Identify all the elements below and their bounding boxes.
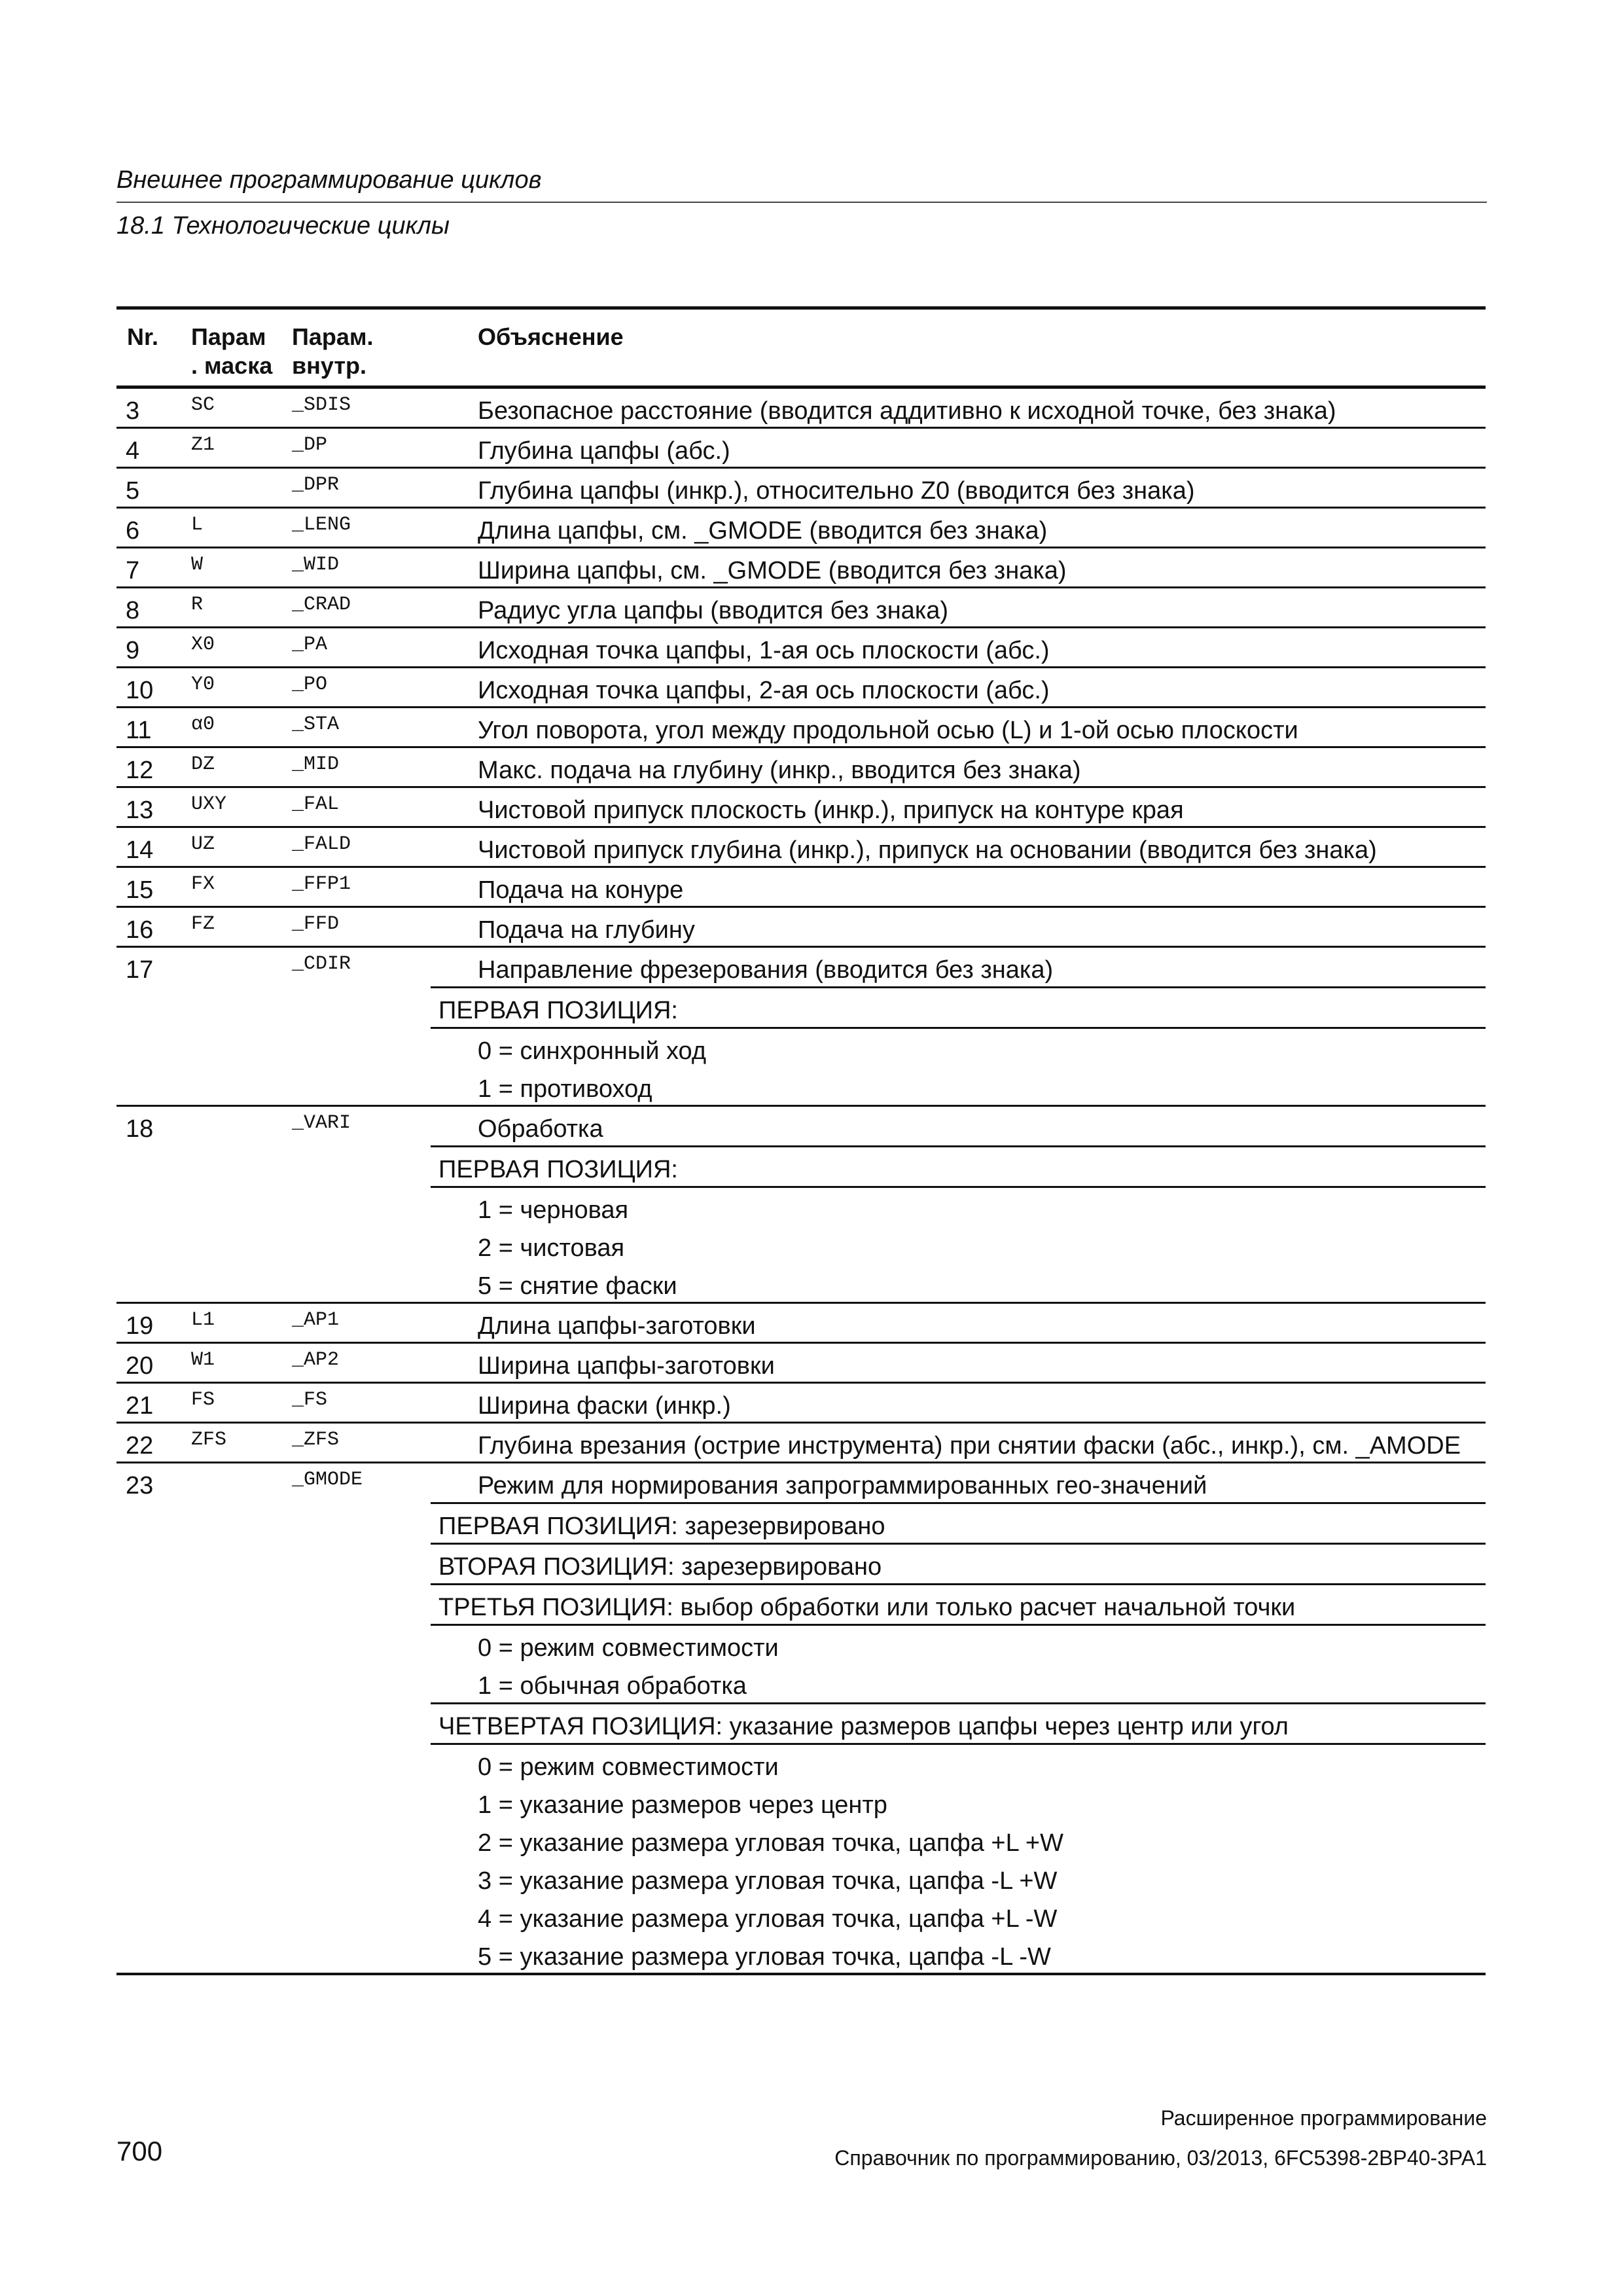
row-inner-param: _PO	[292, 673, 328, 696]
row-nr: 21	[126, 1392, 154, 1420]
row-mask-param: ZFS	[191, 1429, 227, 1451]
explanation-line	[431, 1935, 1486, 1973]
explanation-text: 1 = противоход	[478, 1075, 652, 1103]
explanation-text: 2 = чистовая	[478, 1234, 625, 1262]
explanation-line	[431, 1147, 1486, 1188]
row-mask-param: R	[191, 594, 204, 616]
row-explanation: Ширина цапфы, см. _GMODE (вводится без знака)	[478, 557, 1067, 584]
row-explanation: Глубина цапфы (инкр.), относительно Z0 (вводится без знака)	[478, 477, 1195, 505]
row-inner-param: _FFP1	[292, 873, 351, 895]
row-nr: 8	[126, 597, 140, 624]
row-mask-param: X0	[191, 634, 215, 656]
col-mask-header-line1: Парам	[191, 323, 266, 350]
row-nr: 13	[126, 797, 154, 824]
table-row	[116, 509, 1486, 548]
col-inner-header-line2: внутр.	[292, 352, 366, 379]
row-explanation: Чистовой припуск плоскость (инкр.), припуск на контуре края	[478, 797, 1184, 824]
row-mask-param: α0	[191, 713, 215, 736]
row-nr: 10	[126, 677, 154, 704]
row-mask-param: FZ	[191, 913, 215, 935]
table-body-part1	[116, 389, 1486, 948]
row-inner-param: _CRAD	[292, 594, 351, 616]
row-mask-param: W1	[191, 1349, 215, 1371]
section-title: 18.1 Технологические циклы	[116, 212, 450, 240]
explanation-text: 2 = указание размера угловая точка, цапфа +L +W	[478, 1829, 1063, 1857]
explanation-text: ПЕРВАЯ ПОЗИЦИЯ: зарезервировано	[438, 1513, 885, 1540]
row-inner-param: _DPR	[292, 474, 340, 496]
explanation-line	[431, 1188, 1486, 1226]
explanation-text: Направление фрезерования (вводится без знака)	[478, 956, 1054, 984]
row-explanation: Ширина фаски (инкр.)	[478, 1392, 731, 1420]
explanation-line	[431, 1745, 1486, 1783]
row-nr: 6	[126, 517, 140, 545]
table-row	[116, 1384, 1486, 1424]
row-explanation: Ширина цапфы-заготовки	[478, 1352, 775, 1380]
table-row-group-18	[116, 1107, 1486, 1304]
table-row	[116, 708, 1486, 748]
row-nr: 9	[126, 637, 140, 664]
row-nr: 20	[126, 1352, 154, 1380]
explanation-line	[431, 1545, 1486, 1585]
row-inner-param: _SDIS	[292, 394, 351, 416]
table-row	[116, 1424, 1486, 1463]
row-nr: 17	[126, 956, 154, 984]
row-explanation: Глубина цапфы (абс.)	[478, 437, 730, 465]
row-explanation: Исходная точка цапфы, 1-ая ось плоскости (абс.)	[478, 637, 1050, 664]
row-inner-param: _ZFS	[292, 1429, 340, 1451]
row-explanation	[431, 1463, 1486, 1973]
row-nr: 15	[126, 876, 154, 904]
explanation-line	[431, 1704, 1486, 1745]
footer-reference: Справочник по программированию, 03/2013, 6FC5398-2BP40-3PA1	[834, 2146, 1487, 2170]
explanation-text: ПЕРВАЯ ПОЗИЦИЯ:	[438, 1156, 678, 1183]
row-mask-param: DZ	[191, 753, 215, 776]
explanation-line	[431, 988, 1486, 1029]
explanation-line	[431, 1107, 1486, 1147]
explanation-text: ЧЕТВЕРТАЯ ПОЗИЦИЯ: указание размеров цапфы через центр или угол	[438, 1713, 1289, 1740]
row-mask-param: UXY	[191, 793, 227, 816]
explanation-line	[431, 1504, 1486, 1545]
table-row	[116, 868, 1486, 908]
row-inner-param: _AP1	[292, 1309, 340, 1331]
col-inner-header	[292, 323, 374, 380]
row-mask-param: SC	[191, 394, 215, 416]
explanation-line	[431, 1585, 1486, 1626]
row-inner-param: _WID	[292, 554, 340, 576]
col-nr-header: Nr.	[127, 323, 159, 350]
row-inner-param: _FALD	[292, 833, 351, 855]
explanation-text: ПЕРВАЯ ПОЗИЦИЯ:	[438, 997, 678, 1024]
row-inner-param: _GMODE	[292, 1469, 363, 1491]
row-inner-param: _FFD	[292, 913, 340, 935]
row-mask-param: FS	[191, 1389, 215, 1411]
row-nr: 16	[126, 916, 154, 944]
row-explanation: Подача на конуре	[478, 876, 684, 904]
row-nr: 4	[126, 437, 140, 465]
col-mask-header	[191, 323, 272, 380]
row-inner-param: _FAL	[292, 793, 340, 816]
explanation-text: 1 = черновая	[478, 1196, 629, 1224]
explanation-text: ВТОРАЯ ПОЗИЦИЯ: зарезервировано	[438, 1553, 882, 1581]
explanation-line	[431, 1626, 1486, 1664]
table-row	[116, 588, 1486, 628]
explanation-text: 0 = синхронный ход	[478, 1037, 707, 1065]
table-row	[116, 548, 1486, 588]
table-body-part2	[116, 1304, 1486, 1463]
explanation-text: 1 = указание размеров через центр	[478, 1791, 887, 1819]
row-mask-param: UZ	[191, 833, 215, 855]
table-row	[116, 748, 1486, 788]
row-nr: 14	[126, 836, 154, 864]
row-mask-param: Y0	[191, 673, 215, 696]
row-explanation: Подача на глубину	[478, 916, 695, 944]
col-explanation-header: Объяснение	[478, 323, 624, 350]
table-row	[116, 389, 1486, 429]
row-mask-param: FX	[191, 873, 215, 895]
explanation-line	[431, 1821, 1486, 1859]
explanation-text: 5 = указание размера угловая точка, цапфа -L -W	[478, 1943, 1051, 1971]
explanation-line	[431, 1783, 1486, 1821]
explanation-line	[431, 1897, 1486, 1935]
table-header	[116, 306, 1486, 389]
row-nr: 11	[126, 717, 152, 744]
row-inner-param: _STA	[292, 713, 340, 736]
explanation-text: 5 = снятие фаски	[478, 1272, 677, 1300]
row-nr: 3	[126, 397, 140, 425]
explanation-line	[431, 1226, 1486, 1264]
row-nr: 5	[126, 477, 140, 505]
table-row	[116, 668, 1486, 708]
table-row	[116, 1304, 1486, 1344]
page-number: 700	[116, 2136, 163, 2166]
table-row-group-17	[116, 948, 1486, 1107]
row-explanation: Макс. подача на глубину (инкр., вводится без знака)	[478, 757, 1081, 784]
row-nr: 23	[126, 1472, 154, 1499]
row-explanation: Чистовой припуск глубина (инкр.), припуск на основании (вводится без знака)	[478, 836, 1377, 864]
explanation-text: 3 = указание размера угловая точка, цапфа -L +W	[478, 1867, 1058, 1895]
row-explanation	[431, 948, 1486, 1105]
explanation-line	[431, 1859, 1486, 1897]
table-row	[116, 628, 1486, 668]
row-inner-param: _AP2	[292, 1349, 340, 1371]
row-explanation: Угол поворота, угол между продольной осью (L) и 1-ой осью плоскости	[478, 717, 1298, 744]
row-nr: 19	[126, 1312, 154, 1340]
table-row-group-23	[116, 1463, 1486, 1975]
row-explanation: Радиус угла цапфы (вводится без знака)	[478, 597, 949, 624]
explanation-line	[431, 948, 1486, 988]
row-inner-param: _MID	[292, 753, 340, 776]
table-row	[116, 788, 1486, 828]
explanation-text: ТРЕТЬЯ ПОЗИЦИЯ: выбор обработки или только расчет начальной точки	[438, 1594, 1296, 1621]
row-explanation: Длина цапфы, см. _GMODE (вводится без знака)	[478, 517, 1048, 545]
row-inner-param: _PA	[292, 634, 328, 656]
row-mask-param: L1	[191, 1309, 215, 1331]
row-inner-param: _VARI	[292, 1112, 351, 1134]
footer-book-title: Расширенное программирование	[1160, 2106, 1487, 2130]
explanation-line	[431, 1664, 1486, 1704]
explanation-text: 0 = режим совместимости	[478, 1634, 779, 1662]
explanation-line	[431, 1029, 1486, 1067]
col-mask-header-line2: . маска	[191, 352, 273, 379]
explanation-text: 1 = обычная обработка	[478, 1672, 747, 1700]
row-nr: 18	[126, 1115, 154, 1143]
row-explanation: Исходная точка цапфы, 2-ая ось плоскости (абс.)	[478, 677, 1050, 704]
row-inner-param: _CDIR	[292, 953, 351, 975]
row-nr: 12	[126, 757, 154, 784]
explanation-text: 4 = указание размера угловая точка, цапфа +L -W	[478, 1905, 1058, 1933]
row-nr: 22	[126, 1432, 154, 1460]
row-inner-param: _DP	[292, 434, 328, 456]
row-explanation: Глубина врезания (острие инструмента) при снятии фаски (абс., инкр.), см. _AMODE	[478, 1432, 1461, 1460]
page-header	[116, 165, 1487, 241]
explanation-line	[431, 1264, 1486, 1302]
explanation-text: Обработка	[478, 1115, 603, 1143]
row-explanation	[431, 1107, 1486, 1302]
chapter-title: Внешнее программирование циклов	[116, 165, 1487, 203]
table-row	[116, 469, 1486, 509]
row-mask-param: L	[191, 514, 204, 536]
col-inner-header-line1: Парам.	[292, 323, 374, 350]
explanation-line	[431, 1463, 1486, 1504]
explanation-text: Режим для нормирования запрограммированных гео-значений	[478, 1472, 1207, 1499]
table-row	[116, 828, 1486, 868]
row-explanation: Безопасное расстояние (вводится аддитивно к исходной точке, без знака)	[478, 397, 1336, 425]
explanation-line	[431, 1067, 1486, 1105]
parameter-table	[116, 306, 1486, 1975]
table-row	[116, 908, 1486, 948]
row-inner-param: _FS	[292, 1389, 328, 1411]
row-inner-param: _LENG	[292, 514, 351, 536]
table-row	[116, 429, 1486, 469]
row-mask-param: W	[191, 554, 204, 576]
table-row	[116, 1344, 1486, 1384]
row-explanation: Длина цапфы-заготовки	[478, 1312, 756, 1340]
explanation-text: 0 = режим совместимости	[478, 1753, 779, 1781]
row-nr: 7	[126, 557, 140, 584]
row-mask-param: Z1	[191, 434, 215, 456]
